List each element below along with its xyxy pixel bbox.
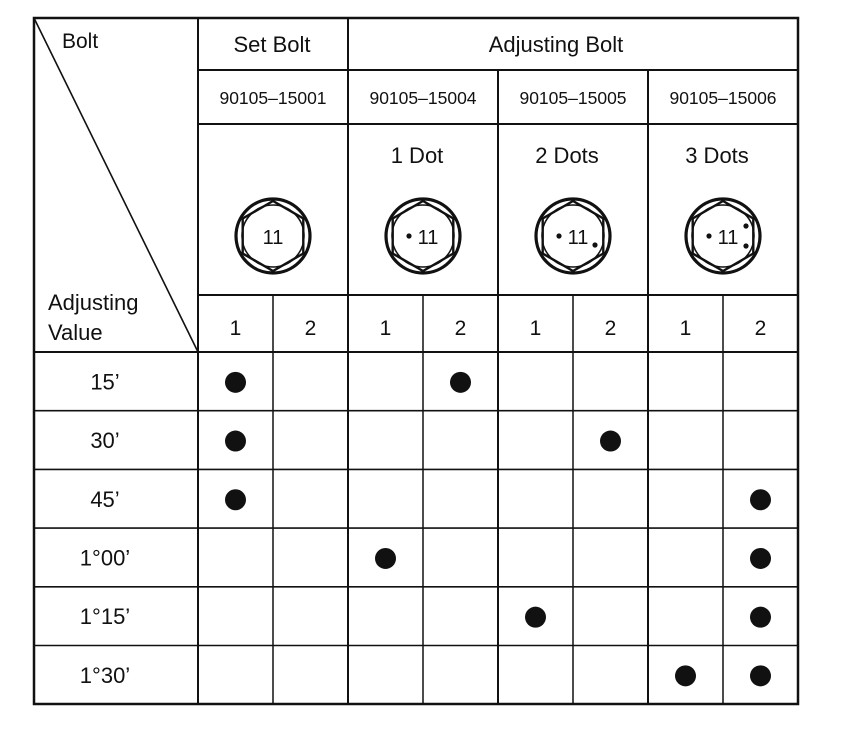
corner-adjusting-label: Adjusting <box>48 290 139 315</box>
dot-mark <box>406 233 411 238</box>
selection-dot <box>375 548 396 569</box>
selection-dot <box>750 607 771 628</box>
table-row <box>90 428 621 453</box>
dot-mark <box>743 243 748 248</box>
position-label: 1 <box>229 317 242 340</box>
table-row <box>90 369 471 394</box>
selection-dot <box>525 607 546 628</box>
bolt-head-number: 11 <box>262 227 284 249</box>
bolt-head-icon <box>386 199 460 273</box>
adjusting-value-label: 15’ <box>90 369 120 395</box>
bolt-head-number: 11 <box>417 227 439 249</box>
selection-dot <box>225 489 246 510</box>
dot-mark <box>556 233 561 238</box>
bolt-dots-label: 3 Dots <box>685 143 749 168</box>
bolt-dots-label: 1 Dot <box>390 143 444 168</box>
adjusting-value-label: 1°00’ <box>79 545 131 571</box>
table-border <box>34 18 798 704</box>
selection-dot <box>225 372 246 393</box>
selection-dot <box>750 489 771 510</box>
dot-mark <box>592 242 597 247</box>
bolt-part-number: 90105–15004 <box>369 88 477 108</box>
bolt-dots-label: 2 Dots <box>535 143 599 168</box>
table-row <box>80 545 771 570</box>
position-label: 2 <box>604 317 617 340</box>
table-row <box>90 487 771 512</box>
table-row <box>80 663 771 688</box>
position-label: 2 <box>304 317 317 340</box>
position-label: 2 <box>454 317 467 340</box>
selection-dot <box>225 431 246 452</box>
adjusting-bolt-header: Adjusting Bolt <box>488 32 624 57</box>
corner-value-label: Value <box>48 320 103 345</box>
bolt-head-icon <box>236 199 310 273</box>
adjusting-value-label: 45’ <box>90 486 120 512</box>
bolt-part-number: 90105–15001 <box>219 88 327 108</box>
bolt-head-number: 11 <box>717 227 739 249</box>
bolt-head-icon <box>536 199 610 273</box>
table-row <box>80 604 771 629</box>
position-label: 1 <box>529 317 542 340</box>
adjusting-value-label: 1°30’ <box>79 662 131 688</box>
dot-mark <box>743 223 748 228</box>
selection-dot <box>750 665 771 686</box>
bolt-part-number: 90105–15006 <box>669 88 777 108</box>
bolt-head-icon <box>686 199 760 273</box>
adjusting-value-label: 30’ <box>90 428 120 454</box>
corner-bolt-label: Bolt <box>62 30 99 53</box>
dot-mark <box>706 233 711 238</box>
table-grid-lines <box>34 18 798 704</box>
selection-dot <box>450 372 471 393</box>
bolt-head-number: 11 <box>567 227 589 249</box>
selection-dot <box>750 548 771 569</box>
set-bolt-header: Set Bolt <box>233 32 311 57</box>
position-label: 2 <box>754 317 767 340</box>
selection-dot <box>600 431 621 452</box>
adjusting-value-label: 1°15’ <box>79 604 131 630</box>
selection-dot <box>675 665 696 686</box>
position-label: 1 <box>379 317 392 340</box>
bolt-part-number: 90105–15005 <box>519 88 627 108</box>
position-label: 1 <box>679 317 692 340</box>
